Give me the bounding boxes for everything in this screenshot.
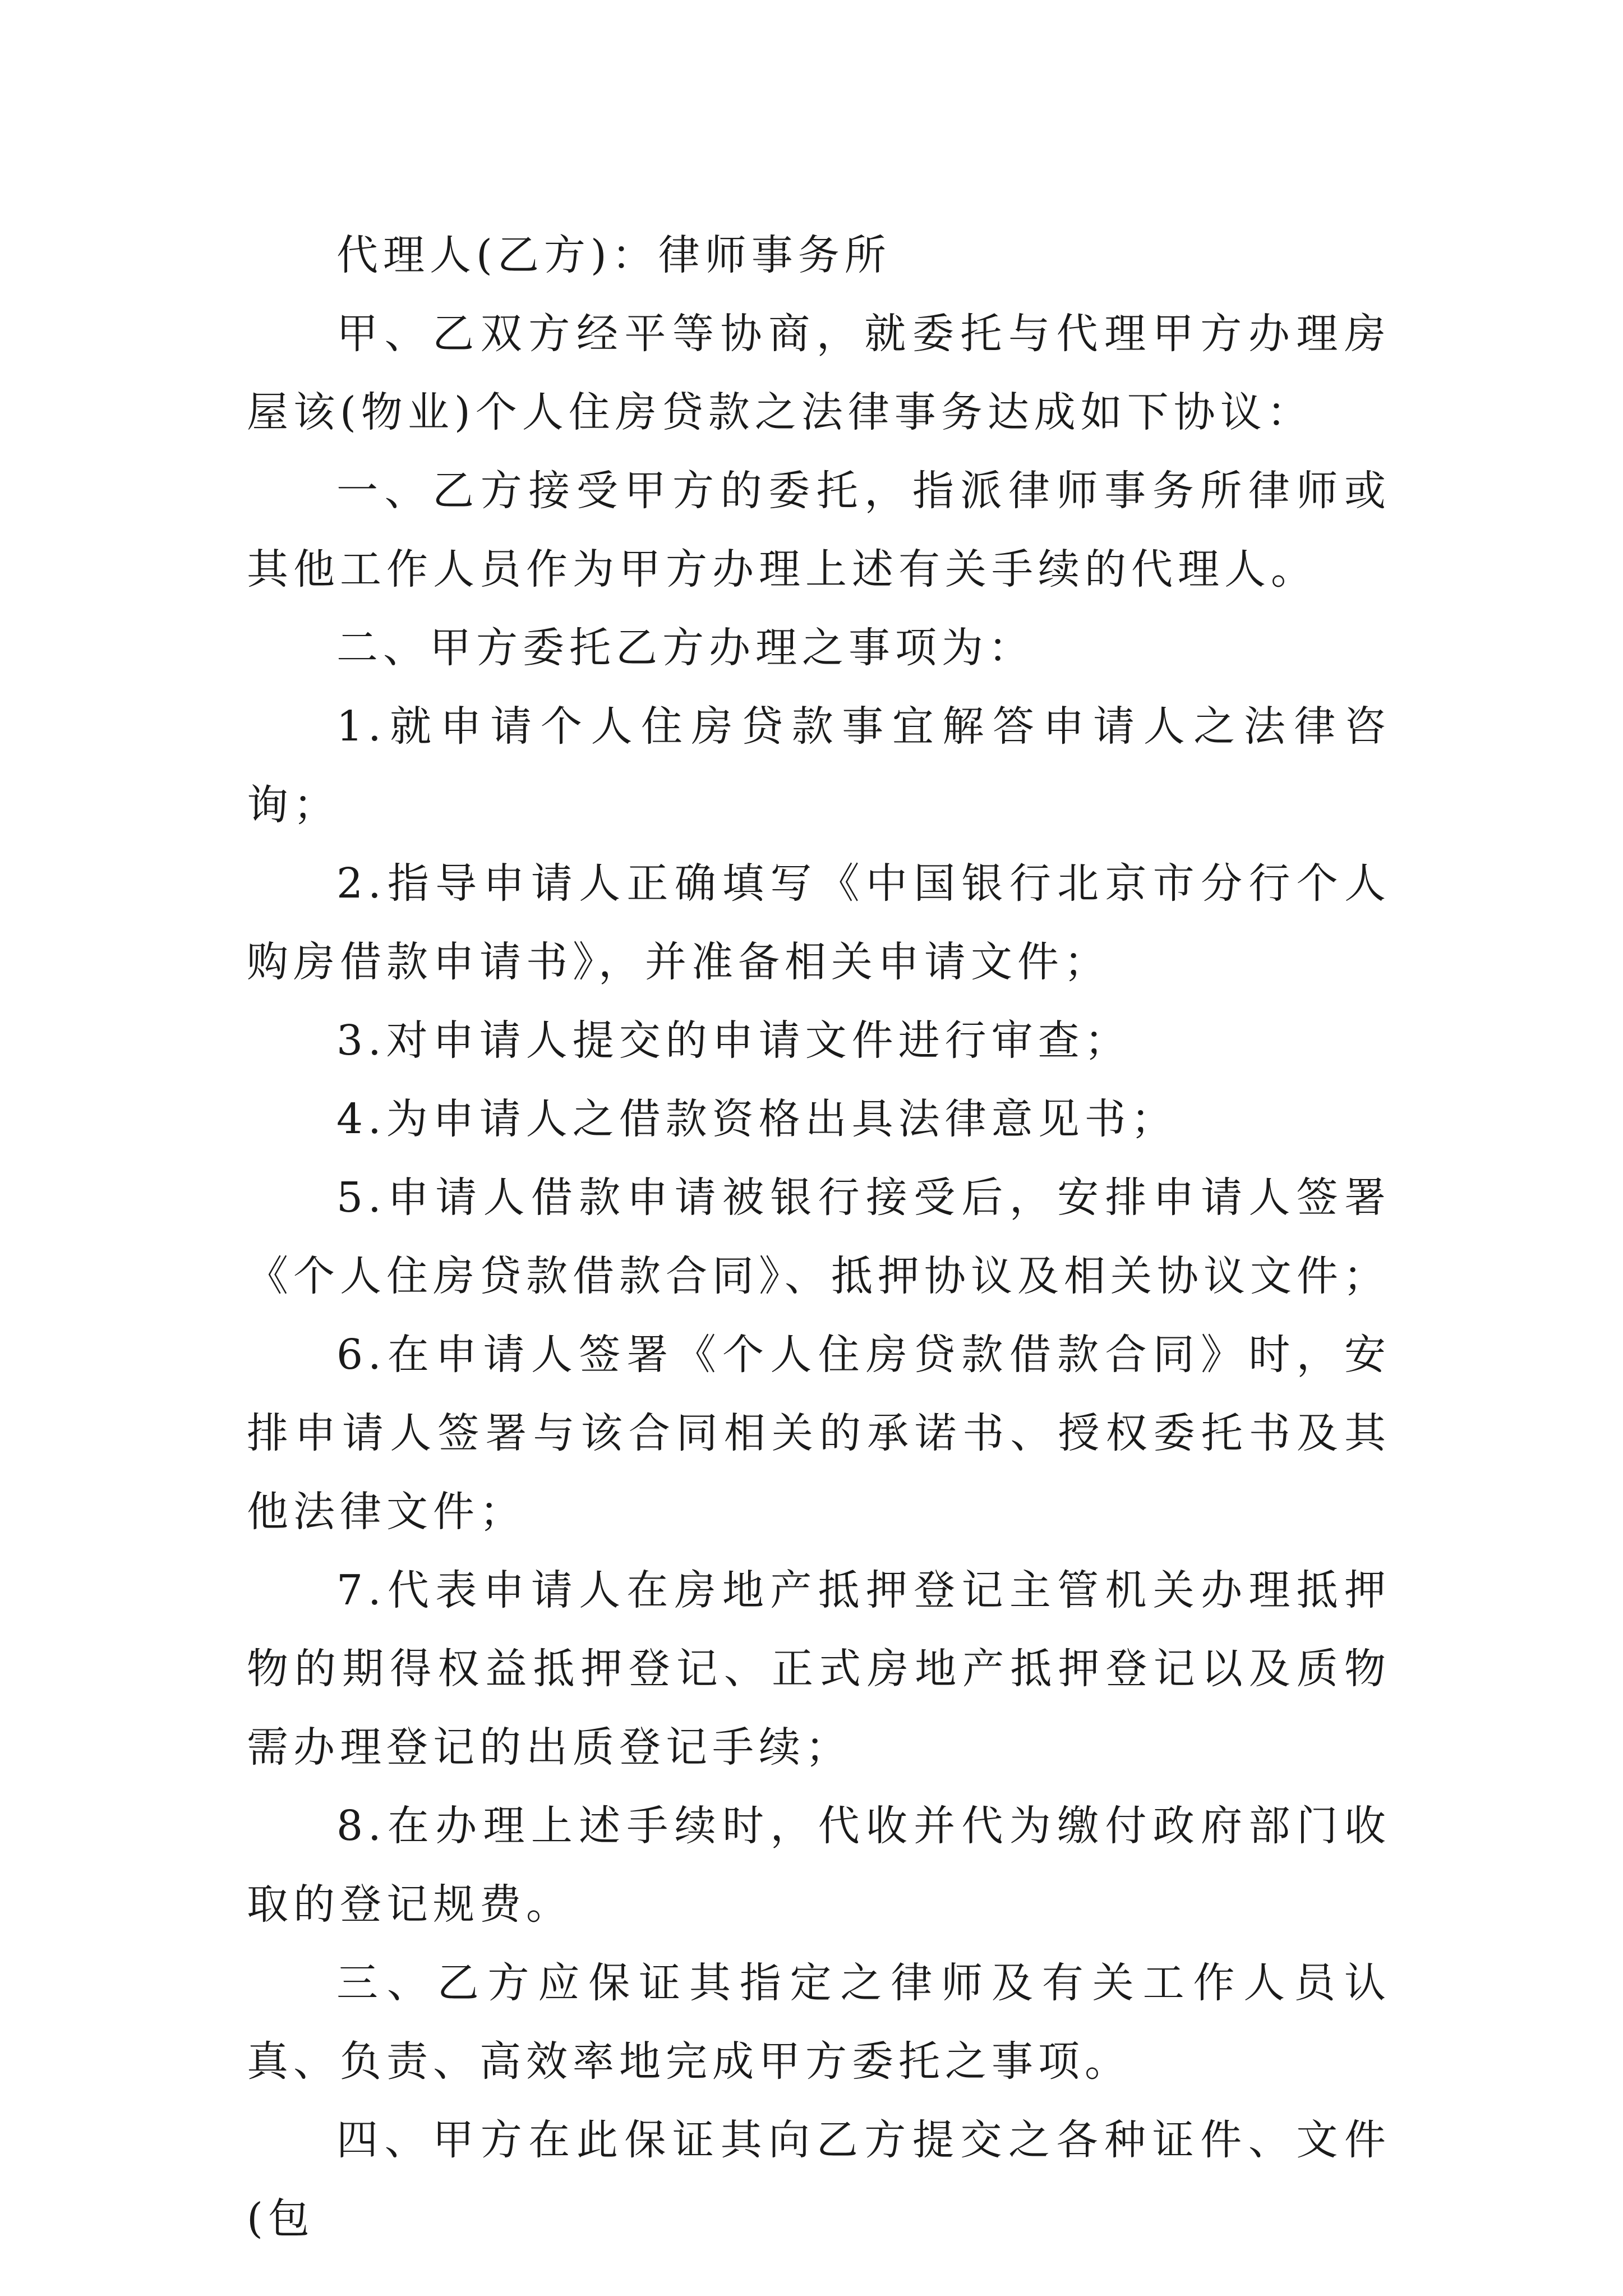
paragraph-item-2: 2.指导申请人正确填写《中国银行北京市分行个人购房借款申请书》，并准备相关申请文件； <box>247 859 1391 986</box>
paragraph-item-3: 3.对申请人提交的申请文件进行审查； <box>336 1016 1131 1065</box>
paragraph-item-1: 1.就申请个人住房贷款事宜解答申请人之法律咨询； <box>247 702 1391 829</box>
paragraph-item-7: 7.代表申请人在房地产抵押登记主管机关办理抵押物的期得权益抵押登记、正式房地产抵押登记以及质物需办理登记的出质登记手续； <box>247 1566 1391 1772</box>
paragraph-clause-2: 二、甲方委托乙方办理之事项为： <box>336 624 1035 672</box>
document-body <box>247 216 1391 2258</box>
paragraph-clause-1: 一、乙方接受甲方的委托，指派律师事务所律师或其他工作人员作为甲方办理上述有关手续的代理人。 <box>247 467 1391 593</box>
paragraph-item-6: 6.在申请人签署《个人住房贷款借款合同》时，安排申请人签署与该合同相关的承诺书、授权委托书及其他法律文件； <box>247 1331 1391 1536</box>
paragraph-agreement-intro: 甲、乙双方经平等协商，就委托与代理甲方办理房屋该(物业)个人住房贷款之法律事务达成如下协议： <box>247 310 1391 436</box>
paragraph-item-5: 5.申请人借款申请被银行接受后，安排申请人签署《个人住房贷款借款合同》、抵押协议及相关协议文件； <box>247 1174 1391 1300</box>
paragraph-item-8: 8.在办理上述手续时，代收并代为缴付政府部门收取的登记规费。 <box>247 1802 1391 1929</box>
paragraph-clause-4: 四、甲方在此保证其向乙方提交之各种证件、文件(包 <box>247 2116 1391 2243</box>
paragraph-clause-3: 三、乙方应保证其指定之律师及有关工作人员认真、负责、高效率地完成甲方委托之事项。 <box>247 1959 1391 2086</box>
paragraph-agent: 代理人(乙方)：律师事务所 <box>336 231 891 279</box>
paragraph-item-4: 4.为申请人之借款资格出具法律意见书； <box>336 1095 1178 1143</box>
